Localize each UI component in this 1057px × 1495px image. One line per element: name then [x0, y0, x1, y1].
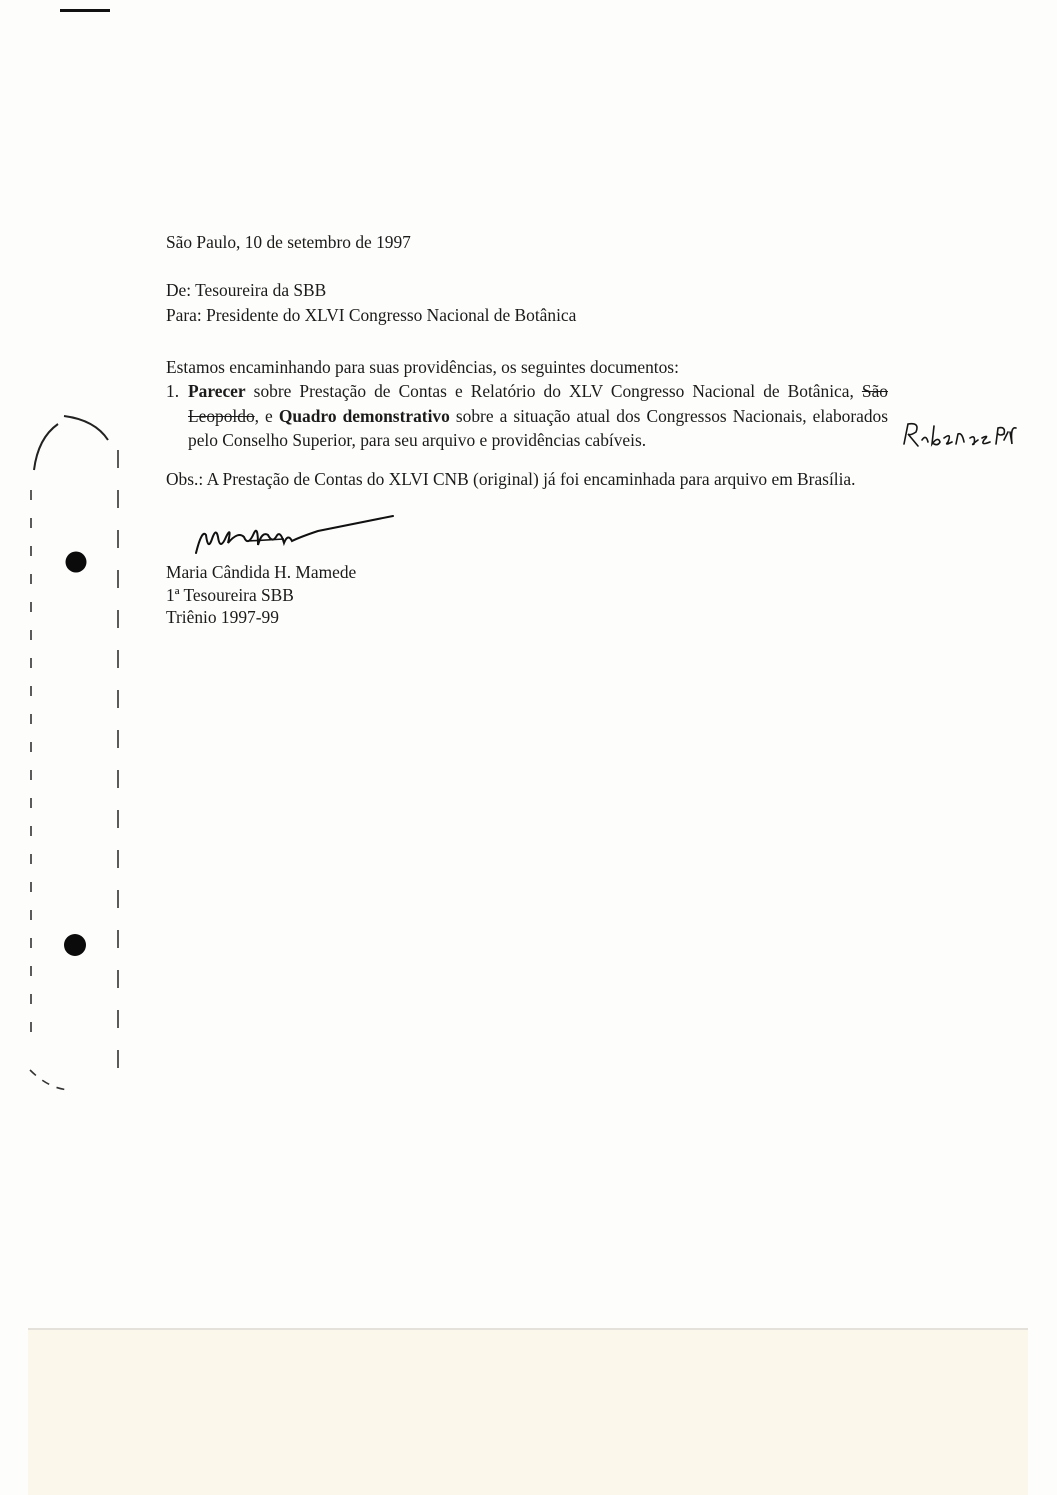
corner-mark [60, 9, 110, 12]
letter [166, 230, 888, 629]
document-list [166, 379, 888, 452]
letter-date: São Paulo, 10 de setembro de 1997 [166, 232, 411, 252]
item-struck-place: São Leopoldo [188, 381, 888, 426]
handwritten-margin-note [900, 418, 1020, 454]
binder-hole-bottom [64, 934, 86, 956]
item-parecer: Parecer [188, 381, 246, 402]
page-bottom-tint [28, 1330, 1028, 1495]
item-text-part2: , e [254, 405, 279, 426]
letter-to: Para: Presidente do XLVI Congresso Nacional de Botânica [166, 304, 577, 325]
item-text-part3: sobre a situação atual dos Congressos Nacionais, elaborados pelo Conselho Superior, para seu arquivo e providências cabíveis. [188, 405, 889, 451]
item-quadro: Quadro demonstrativo [278, 405, 450, 426]
signature-name: Maria Cândida H. Mamede [166, 561, 357, 582]
binder-hole-frame [0, 400, 140, 1100]
letter-from: De: Tesoureira da SBB [166, 280, 327, 301]
letter-header [166, 278, 888, 327]
binder-hole-top [66, 552, 87, 573]
item-text [188, 379, 888, 452]
page-edge-line [28, 1328, 1028, 1330]
letter-obs: Obs.: A Prestação de Contas do XLVI CNB (original) já foi encaminhada para arquivo em Brasília. [166, 468, 856, 489]
item-text-part1: sobre Prestação de Contas e Relatório do XLV Congresso Nacional de Botânica, [245, 381, 862, 402]
item-number: 1. [166, 381, 180, 402]
signature-title: 1ª Tesoureira SBB [166, 584, 294, 605]
letter-intro: Estamos encaminhando para suas providências, os seguintes documentos: [166, 357, 679, 378]
document-item [166, 379, 888, 452]
signature-term: Triênio 1997-99 [166, 607, 279, 628]
handwritten-signature [188, 513, 408, 573]
signature-area [166, 513, 888, 573]
